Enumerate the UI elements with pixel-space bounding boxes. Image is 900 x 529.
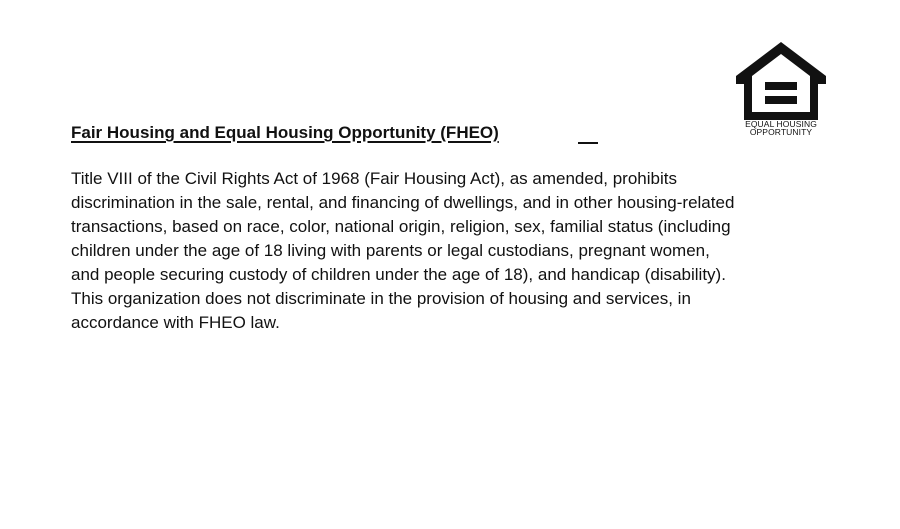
body-line: and people securing custody of children under the age of 18), and handicap (disability). bbox=[71, 265, 726, 284]
heading-underline-extension bbox=[578, 142, 598, 144]
logo-caption-line1: EQUAL HOUSING bbox=[745, 119, 817, 129]
body-line: discrimination in the sale, rental, and financing of dwellings, and in other housing-related bbox=[71, 193, 735, 212]
logo-caption bbox=[734, 120, 828, 136]
logo-caption-line2: OPPORTUNITY bbox=[749, 127, 813, 137]
body-paragraph bbox=[71, 167, 871, 335]
body-line: transactions, based on race, color, national origin, religion, sex, familial status (including bbox=[71, 217, 731, 236]
body-line: children under the age of 18 living with parents or legal custodians, pregnant women, bbox=[71, 241, 710, 260]
body-line: Title VIII of the Civil Rights Act of 1968 (Fair Housing Act), as amended, prohibits bbox=[71, 169, 677, 188]
equal-housing-house-icon bbox=[734, 40, 828, 120]
equal-housing-logo bbox=[734, 40, 830, 142]
body-line: accordance with FHEO law. bbox=[71, 313, 280, 332]
body-line: This organization does not discriminate in the provision of housing and services, in bbox=[71, 289, 691, 308]
page-title: Fair Housing and Equal Housing Opportunity (FHEO) bbox=[71, 123, 499, 142]
